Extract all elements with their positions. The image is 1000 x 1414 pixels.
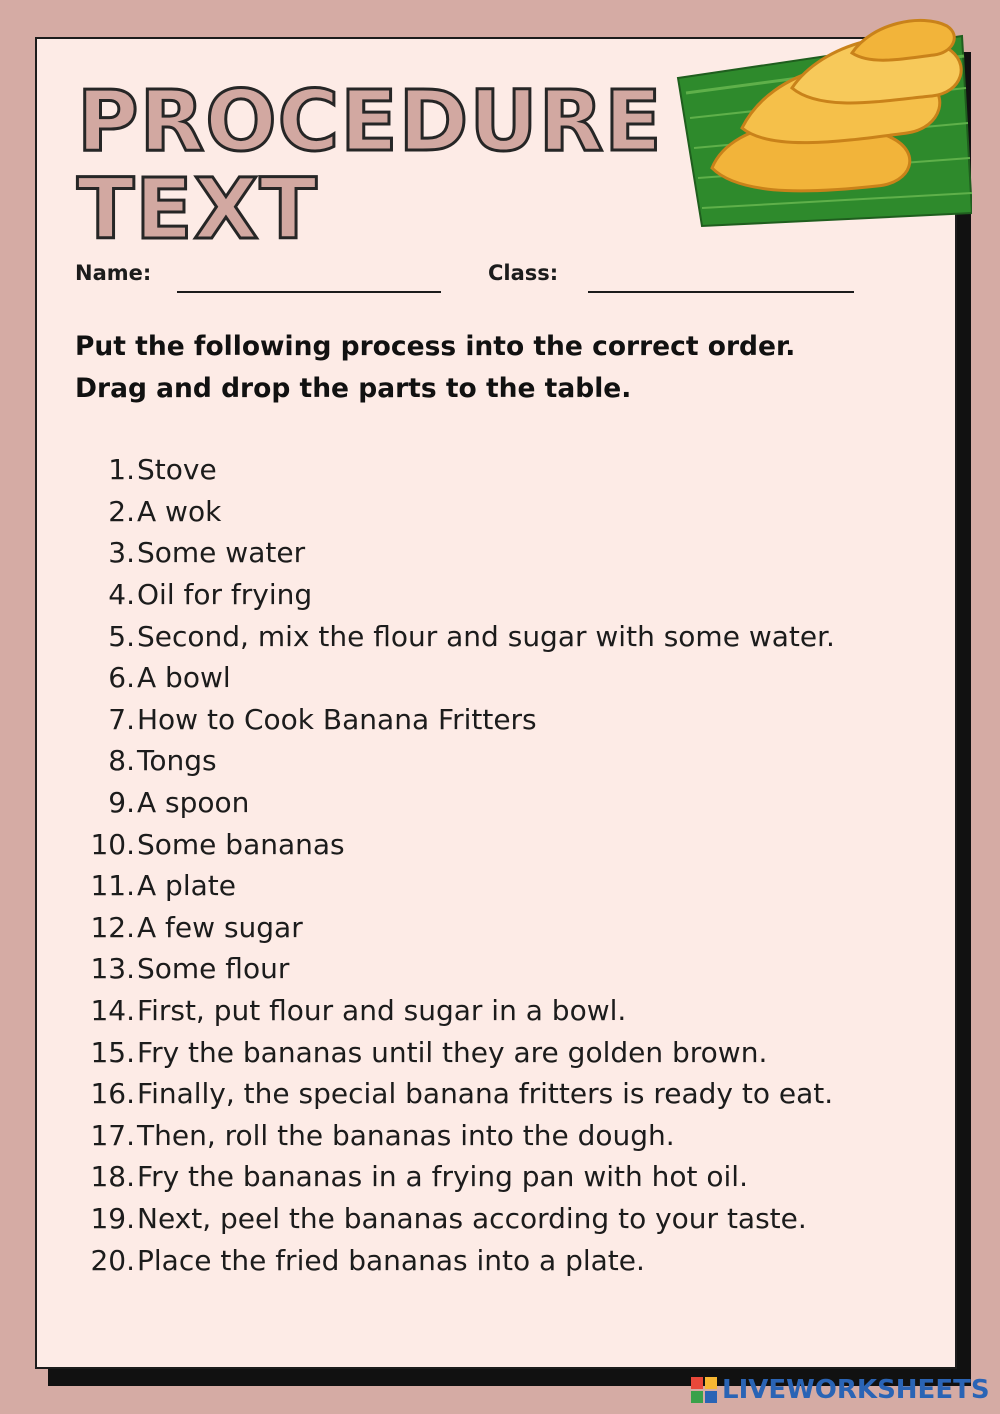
list-item[interactable] xyxy=(77,699,835,741)
list-item[interactable] xyxy=(77,657,835,699)
draggable-item-list xyxy=(77,449,835,1281)
name-field[interactable] xyxy=(177,291,441,293)
instruction-line: Put the following process into the correct order. xyxy=(75,331,796,362)
list-item[interactable] xyxy=(77,782,835,824)
item-number: 13. xyxy=(90,952,135,986)
instruction-line: Drag and drop the parts to the table. xyxy=(75,373,632,404)
item-number: 14. xyxy=(90,994,135,1028)
list-item[interactable] xyxy=(77,1073,835,1115)
list-item[interactable] xyxy=(77,615,835,657)
page-title-line-2: TEXT xyxy=(77,160,318,258)
item-number: 1. xyxy=(108,453,135,487)
item-text: A plate xyxy=(137,869,236,903)
list-item[interactable] xyxy=(77,823,835,865)
list-item[interactable] xyxy=(77,1198,835,1240)
list-item[interactable] xyxy=(77,1239,835,1281)
item-text: Next, peel the bananas according to your taste. xyxy=(137,1201,807,1235)
instructions xyxy=(75,326,795,410)
item-text: Place the fried bananas into a plate. xyxy=(137,1243,645,1277)
worksheet-page xyxy=(35,37,957,1369)
item-text: Fry the bananas in a frying pan with hot oil. xyxy=(137,1160,748,1194)
item-text: First, put flour and sugar in a bowl. xyxy=(137,994,627,1028)
item-number: 3. xyxy=(108,536,135,570)
item-number: 10. xyxy=(90,827,135,861)
banana-fritters-illustration xyxy=(672,8,972,228)
list-item[interactable] xyxy=(77,907,835,949)
item-number: 19. xyxy=(90,1201,135,1235)
item-number: 17. xyxy=(90,1118,135,1152)
item-text: Tongs xyxy=(137,744,217,778)
item-text: A wok xyxy=(137,494,222,528)
item-text: Finally, the special banana fritters is ready to eat. xyxy=(137,1077,834,1111)
liveworksheets-logo-icon xyxy=(690,1376,718,1404)
list-item[interactable] xyxy=(77,948,835,990)
list-item[interactable] xyxy=(77,1115,835,1157)
item-number: 7. xyxy=(108,702,135,736)
item-number: 4. xyxy=(108,578,135,612)
item-text: Some flour xyxy=(137,952,290,986)
item-text: Then, roll the bananas into the dough. xyxy=(137,1118,675,1152)
item-number: 11. xyxy=(90,869,135,903)
class-field[interactable] xyxy=(588,291,854,293)
item-text: A bowl xyxy=(137,661,231,695)
brand-watermark xyxy=(690,1372,990,1408)
list-item[interactable] xyxy=(77,491,835,533)
list-item[interactable] xyxy=(77,532,835,574)
item-text: A spoon xyxy=(137,786,250,820)
list-item[interactable] xyxy=(77,449,835,491)
item-number: 16. xyxy=(90,1077,135,1111)
item-text: Some water xyxy=(137,536,306,570)
name-label: Name: xyxy=(75,261,152,285)
item-number: 2. xyxy=(108,494,135,528)
item-text: Second, mix the flour and sugar with some water. xyxy=(137,619,835,653)
class-label: Class: xyxy=(488,261,559,285)
list-item[interactable] xyxy=(77,574,835,616)
brand-name: LIVEWORKSHEETS xyxy=(722,1375,990,1405)
item-number: 6. xyxy=(108,661,135,695)
page-title-line-1: PROCEDURE xyxy=(77,72,663,170)
list-item[interactable] xyxy=(77,1156,835,1198)
item-number: 12. xyxy=(90,910,135,944)
item-text: Oil for frying xyxy=(137,578,313,612)
list-item[interactable] xyxy=(77,740,835,782)
item-number: 5. xyxy=(108,619,135,653)
list-item[interactable] xyxy=(77,865,835,907)
item-text: How to Cook Banana Fritters xyxy=(137,702,537,736)
list-item[interactable] xyxy=(77,990,835,1032)
item-number: 9. xyxy=(108,786,135,820)
item-text: Stove xyxy=(137,453,217,487)
item-number: 20. xyxy=(90,1243,135,1277)
item-text: Some bananas xyxy=(137,827,345,861)
item-number: 15. xyxy=(90,1035,135,1069)
item-text: A few sugar xyxy=(137,910,303,944)
item-text: Fry the bananas until they are golden brown. xyxy=(137,1035,768,1069)
list-item[interactable] xyxy=(77,1031,835,1073)
item-number: 18. xyxy=(90,1160,135,1194)
item-number: 8. xyxy=(108,744,135,778)
